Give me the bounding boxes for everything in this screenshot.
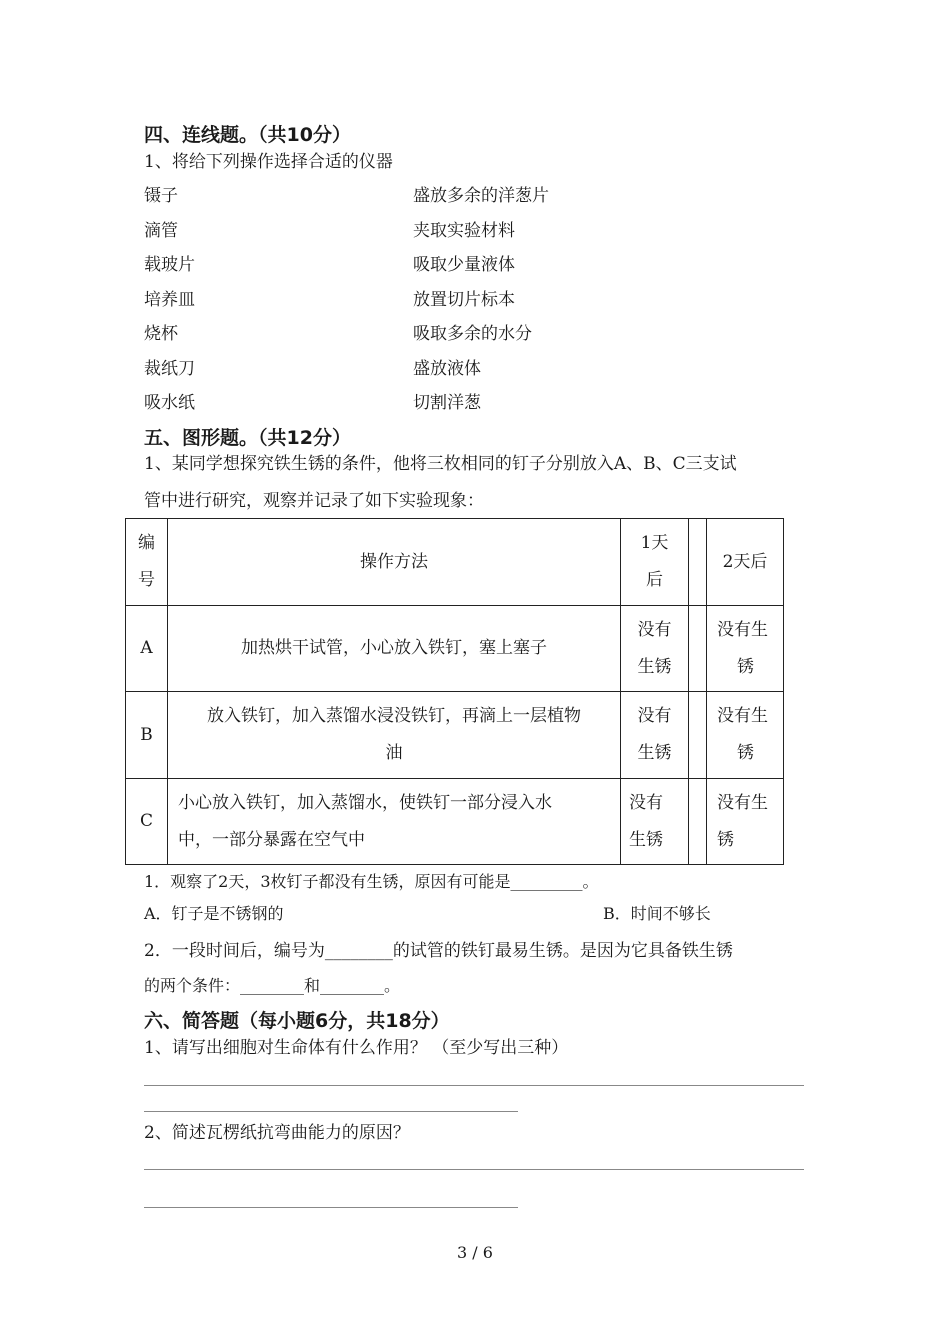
section5-title: 五、图形题。（共12分） [144,427,351,449]
answer-line [144,1085,804,1086]
left-item: 裁纸刀 [144,359,195,379]
right-item: 盛放液体 [413,359,481,379]
table-row [126,779,784,865]
left-item: 烧杯 [144,324,178,344]
section6-question2: 2、简述瓦楞纸抗弯曲能力的原因？ [144,1123,410,1143]
spacer-cell [689,606,707,692]
header-day1: 1天 后 [621,519,689,606]
section6-title: 六、简答题（每小题6分，共18分） [144,1010,450,1032]
right-item: 吸取少量液体 [413,255,515,275]
row-day2: 没有生 锈 [707,779,784,865]
right-item: 吸取多余的水分 [413,324,532,344]
header-method: 操作方法 [168,519,621,606]
answer-line [144,1207,518,1208]
row-day1: 没有 生锈 [621,779,689,865]
answer-line [144,1111,518,1112]
row-method: 加热烘干试管，小心放入铁钉，塞上塞子 [168,606,621,692]
left-item: 滴管 [144,221,178,241]
row-day1: 没有 生锈 [621,606,689,692]
subquestion-2-line2: 的两个条件：________和________。 [144,976,401,995]
left-item: 吸水纸 [144,393,195,413]
answer-line [144,1169,804,1170]
experiment-table [125,518,784,865]
row-day2: 没有生 锈 [707,692,784,779]
table-row [126,692,784,779]
row-method: 小心放入铁钉，加入蒸馏水，使铁钉一部分浸入水 中，一部分暴露在空气中 [168,779,621,865]
row-id: A [126,606,168,692]
right-item: 盛放多余的洋葱片 [413,186,549,206]
page-number: 3 / 6 [457,1243,493,1262]
spacer-cell [689,519,707,606]
section4-title: 四、连线题。（共10分） [144,124,351,146]
section5-intro-line2: 管中进行研究，观察并记录了如下实验现象： [144,491,484,511]
right-item: 夹取实验材料 [413,221,515,241]
row-id: C [126,779,168,865]
header-day2: 2天后 [707,519,784,606]
header-id: 编 号 [126,519,168,606]
row-id: B [126,692,168,779]
row-day1: 没有 生锈 [621,692,689,779]
left-item: 载玻片 [144,255,195,275]
subquestion-2-line1: 2．一段时间后，编号为________的试管的铁钉最易生锈。是因为它具备铁生锈 [144,941,733,961]
left-item: 镊子 [144,186,178,206]
option-a: A．钉子是不锈钢的 [144,904,284,923]
table-row [126,606,784,692]
table-header-row [126,519,784,606]
section6-question1: 1、请写出细胞对生命体有什么作用？ （至少写出三种） [144,1038,569,1058]
left-item: 培养皿 [144,290,195,310]
subquestion-1: 1．观察了2天，3枚钉子都没有生锈，原因有可能是_________。 [144,872,599,891]
spacer-cell [689,779,707,865]
row-method: 放入铁钉，加入蒸馏水浸没铁钉，再滴上一层植物 油 [168,692,621,779]
right-item: 切割洋葱 [413,393,481,413]
section5-intro-line1: 1、某同学想探究铁生锈的条件，他将三枚相同的钉子分别放入A、B、C三支试 [144,454,737,474]
option-b: B．时间不够长 [603,904,711,923]
row-day2: 没有生 锈 [707,606,784,692]
section4-question1: 1、将给下列操作选择合适的仪器 [144,152,393,172]
spacer-cell [689,692,707,779]
right-item: 放置切片标本 [413,290,515,310]
